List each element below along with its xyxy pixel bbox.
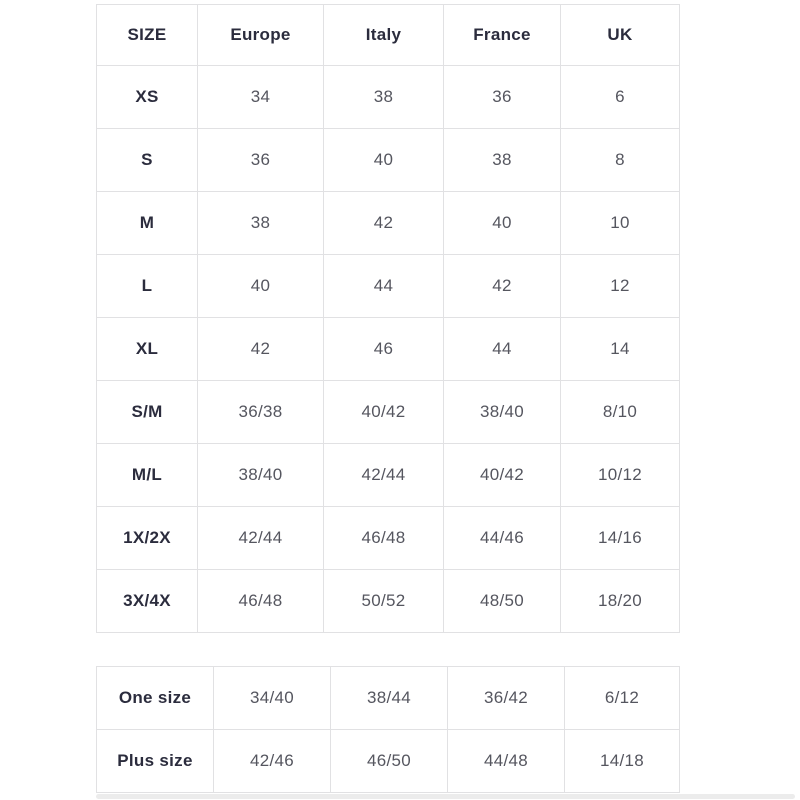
size-value-cell: 44/46 [444, 507, 561, 570]
column-header-italy: Italy [324, 5, 444, 66]
size-value-cell: 42 [444, 255, 561, 318]
size-value-cell: 42 [324, 192, 444, 255]
column-header-france: France [444, 5, 561, 66]
size-value-cell: 40/42 [324, 381, 444, 444]
row-label: Plus size [97, 730, 214, 793]
size-value-cell: 34 [198, 66, 324, 129]
header-row [97, 5, 680, 66]
row-label: 3X/4X [97, 570, 198, 633]
size-value-cell: 42 [198, 318, 324, 381]
table-row [97, 444, 680, 507]
size-value-cell: 36 [444, 66, 561, 129]
size-value-cell: 18/20 [561, 570, 680, 633]
special-sizes-table [96, 666, 680, 793]
size-value-cell: 36/42 [448, 667, 565, 730]
size-value-cell: 40 [324, 129, 444, 192]
size-value-cell: 38 [444, 129, 561, 192]
size-value-cell: 46/50 [331, 730, 448, 793]
size-value-cell: 6 [561, 66, 680, 129]
size-value-cell: 38 [324, 66, 444, 129]
size-value-cell: 38/44 [331, 667, 448, 730]
size-chart-tables [96, 4, 679, 793]
size-value-cell: 44 [444, 318, 561, 381]
row-label: L [97, 255, 198, 318]
table-row [97, 318, 680, 381]
size-value-cell: 46 [324, 318, 444, 381]
size-value-cell: 10/12 [561, 444, 680, 507]
row-label: S [97, 129, 198, 192]
table-row [97, 730, 680, 793]
size-value-cell: 36/38 [198, 381, 324, 444]
size-value-cell: 40/42 [444, 444, 561, 507]
row-label: M/L [97, 444, 198, 507]
table-row [97, 570, 680, 633]
size-value-cell: 14 [561, 318, 680, 381]
size-value-cell: 44 [324, 255, 444, 318]
size-value-cell: 14/16 [561, 507, 680, 570]
size-value-cell: 38 [198, 192, 324, 255]
size-conversion-table [96, 4, 680, 633]
table-row [97, 192, 680, 255]
size-value-cell: 42/44 [198, 507, 324, 570]
size-value-cell: 36 [198, 129, 324, 192]
size-value-cell: 34/40 [214, 667, 331, 730]
table-row [97, 255, 680, 318]
size-value-cell: 38/40 [198, 444, 324, 507]
size-value-cell: 42/44 [324, 444, 444, 507]
row-label: M [97, 192, 198, 255]
size-value-cell: 40 [198, 255, 324, 318]
size-value-cell: 38/40 [444, 381, 561, 444]
size-value-cell: 44/48 [448, 730, 565, 793]
column-header-uk: UK [561, 5, 680, 66]
row-label: XS [97, 66, 198, 129]
size-value-cell: 40 [444, 192, 561, 255]
row-label: One size [97, 667, 214, 730]
size-table-body [97, 66, 680, 633]
size-value-cell: 14/18 [565, 730, 680, 793]
special-table-body [97, 667, 680, 793]
table-row [97, 507, 680, 570]
row-label: XL [97, 318, 198, 381]
horizontal-scrollbar[interactable] [96, 794, 795, 799]
column-header-europe: Europe [198, 5, 324, 66]
table-row [97, 129, 680, 192]
table-row [97, 66, 680, 129]
size-value-cell: 8/10 [561, 381, 680, 444]
row-label: 1X/2X [97, 507, 198, 570]
row-label: S/M [97, 381, 198, 444]
table-row [97, 381, 680, 444]
size-value-cell: 8 [561, 129, 680, 192]
size-value-cell: 48/50 [444, 570, 561, 633]
size-value-cell: 10 [561, 192, 680, 255]
size-value-cell: 46/48 [198, 570, 324, 633]
size-value-cell: 42/46 [214, 730, 331, 793]
table-row [97, 667, 680, 730]
size-value-cell: 46/48 [324, 507, 444, 570]
size-value-cell: 6/12 [565, 667, 680, 730]
column-header-size: SIZE [97, 5, 198, 66]
size-value-cell: 50/52 [324, 570, 444, 633]
size-value-cell: 12 [561, 255, 680, 318]
